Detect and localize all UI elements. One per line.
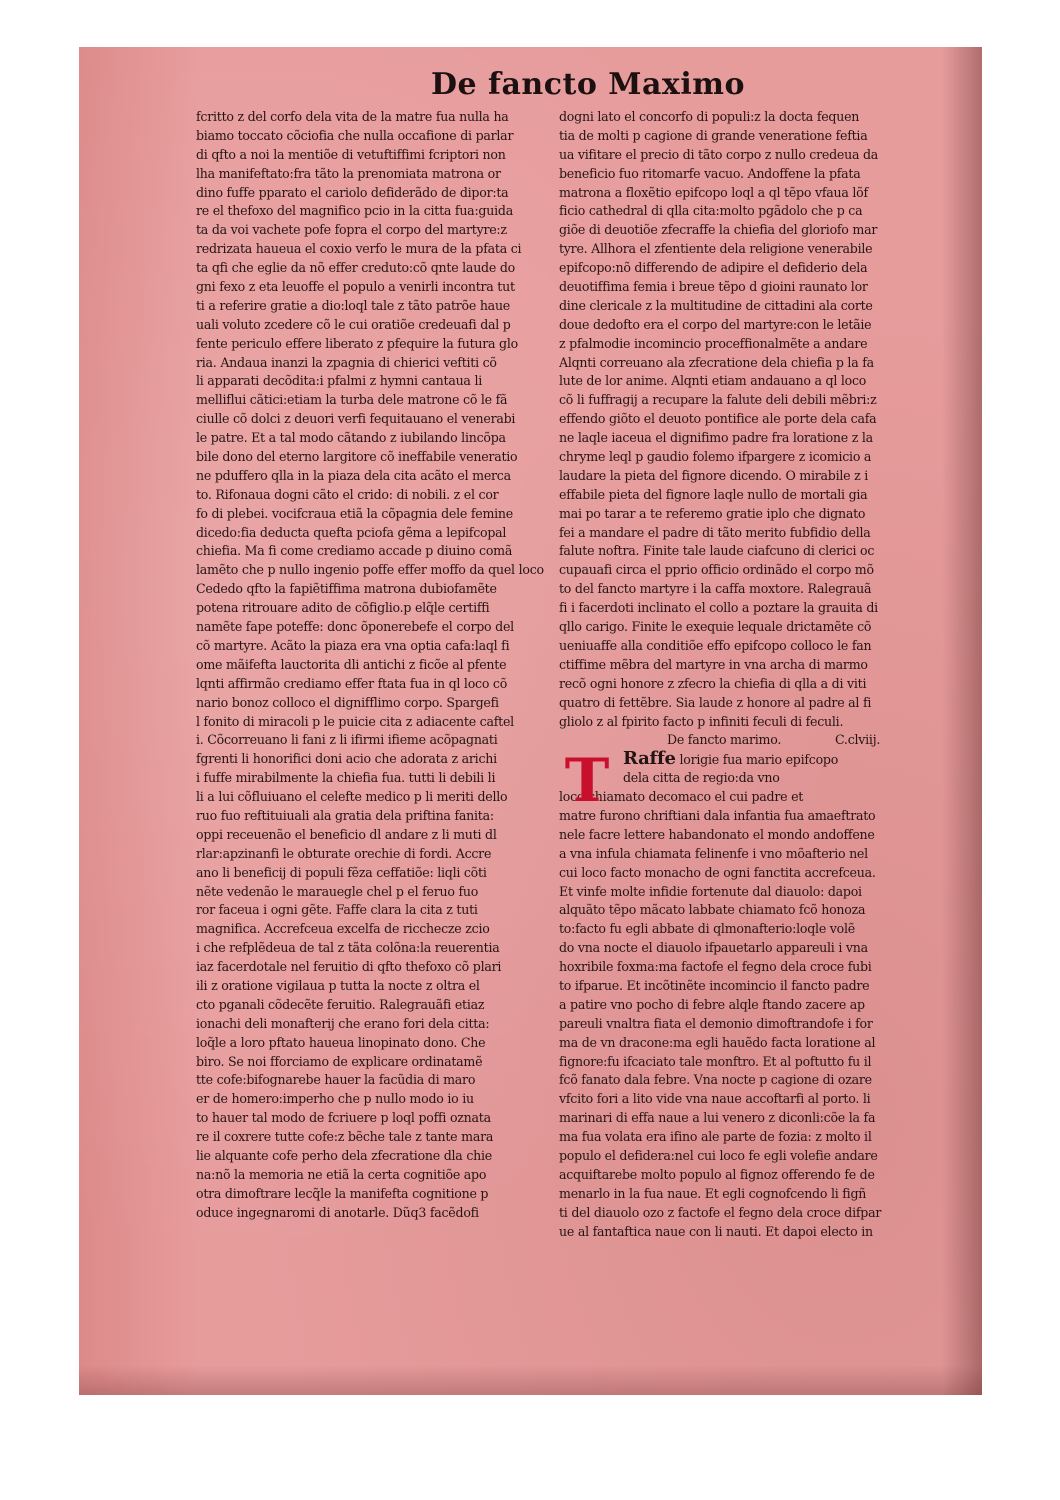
- text-line: acquiftarebe molto populo al fignoz offerendo fe de: [559, 1166, 875, 1182]
- drop-initial: T: [564, 746, 610, 817]
- text-line: loco chiamato decomaco el cui padre et: [559, 789, 804, 805]
- text-line: ome mãifefta lauctorita dli antichi z ficõe al pfente: [196, 656, 507, 672]
- text-line: ruo fuo reftituiuali ala gratia dela priftina fanita:: [196, 807, 494, 823]
- text-line: matre furono chriftiani dala infantia fua amaeftrato: [559, 807, 876, 823]
- text-line: fi i facerdoti inclinato el collo a poztare la grauita di: [559, 600, 878, 616]
- text-line: dela citta de regio:da vno: [623, 770, 780, 786]
- text-line: hoxribile foxma:ma factofe el fegno dela croce fubi: [559, 959, 872, 975]
- text-line: lqnti affirmão crediamo effer ftata fua in ql loco cõ: [196, 675, 508, 691]
- text-line: ne laqle iaceua el dignifimo padre fra loratione z la: [559, 430, 873, 446]
- text-line: ionachi deli monafterij che erano fori dela citta:: [196, 1015, 490, 1031]
- text-line: ueniuaffe alla conditiõe effo epifcopo colloco le fan: [559, 637, 872, 653]
- book-page: [79, 47, 982, 1395]
- text-line: to. Rifonaua dogni cãto el crido: di nobili. z el cor: [196, 486, 499, 502]
- text-line: namẽte fape poteffe: donc õponerebefe el corpo del: [196, 619, 514, 635]
- text-line: li apparati decõdita:i pfalmi z hymni cantaua li: [196, 373, 483, 389]
- text-line: deuotiffima femia i breue tẽpo d gioini raunato lor: [559, 279, 868, 295]
- text-line: cõ martyre. Acãto la piaza era vna optia cafa:laql fi: [196, 637, 510, 653]
- text-line: chiefia. Ma fi come crediamo accade p diuino comã: [196, 543, 513, 559]
- text-line: alquãto tẽpo mãcato labbate chiamato fcõ honoza: [559, 902, 866, 918]
- text-line: ili z oratione vigilaua p tutta la nocte z oltra el: [196, 977, 480, 993]
- text-line: ti del diauolo ozo z factofe el fegno dela croce difpar: [559, 1204, 882, 1220]
- text-line: do vna nocte el diauolo ifpauetarlo appareuli i vna: [559, 940, 868, 956]
- right-column-upper-text: [559, 108, 919, 731]
- text-line: rlar:apzinanfi le obturate orechie di fordi. Accre: [196, 845, 492, 861]
- left-text-column: [196, 108, 548, 1223]
- text-line: effendo giõto el deuoto pontifice ale porte dela cafa: [559, 411, 877, 427]
- text-line: lamẽto che p nullo ingenio poffe effer moffo da quel loco: [196, 562, 544, 578]
- text-line: laudare la pieta del fignore dicendo. O mirabile z i: [559, 467, 869, 483]
- text-line: l fonito di miracoli p le puicie cita z adiacente caftel: [196, 713, 514, 729]
- text-line: recõ ogni honore z zfecro la chiefia di qlla a di viti: [559, 675, 867, 691]
- text-line: potena ritrouare adito de cõfiglio.p elq̃le certiffi: [196, 600, 490, 616]
- text-line: doue dedofto era el corpo del martyre:con le letãie: [559, 316, 872, 332]
- text-line: cõ li fuffragij a recupare la falute deli debili mẽbri:z: [559, 392, 877, 408]
- text-line: fcritto z del corfo dela vita de la matre fua nulla ha: [196, 109, 509, 124]
- text-line: i. Cõcorreuano li fani z li ifirmi ifieme acõpagnati: [196, 732, 498, 748]
- text-line: magnifica. Accrefceua excelfa de ricchecze zcio: [196, 921, 490, 937]
- text-line: melliflui cãtici:etiam la turba dele matrone cõ le fã: [196, 392, 508, 408]
- text-line: to ifparue. Et incõtinẽte incomincio il fancto padre: [559, 977, 870, 993]
- opening-word: Raffe: [623, 750, 676, 770]
- text-line: re el thefoxo del magnifico pcio in la citta fua:guida: [196, 203, 513, 219]
- text-line: ficio cathedral di qlla cita:molto pgãdolo che p ca: [559, 203, 863, 219]
- text-line: dine clericale z la multitudine de cittadini ala corte: [559, 297, 873, 313]
- text-line: a patire vno pocho di febre alqle ftando zacere ap: [559, 996, 865, 1012]
- text-line: le patre. Et a tal modo cãtando z iubilando lincõpa: [196, 430, 506, 446]
- text-line: dicedo:fia deducta quefta pciofa gẽma a lepifcopal: [196, 524, 507, 540]
- text-line: populo el defidera:nel cui loco fe egli volefie andare: [559, 1147, 878, 1163]
- text-line: li a lui cõfluiuano el celefte medico p li meriti dello: [196, 789, 508, 805]
- text-line: uali voluto zcedere cõ le cui oratiõe credeuafi dal p: [196, 316, 511, 332]
- text-line: z pfalmodie incomincio proceffionalmẽte a andare: [559, 335, 868, 351]
- text-line: nele facre lettere habandonato el mondo andoffene: [559, 826, 875, 842]
- page-edge-shadow: [942, 47, 982, 1395]
- chapter-heading: [559, 731, 919, 750]
- text-line: i fuffe mirabilmente la chiefia fua. tutti li debili li: [196, 770, 496, 786]
- text-line: lute de lor anime. Alqnti etiam andauano a ql loco: [559, 373, 867, 389]
- text-line: quatro di fettẽbre. Sia laude z honore al padre al fi: [559, 694, 872, 710]
- text-line: fgrenti li honorifici doni acio che adorata z arichi: [196, 751, 497, 767]
- right-column-lower-text: [559, 788, 919, 1241]
- text-line: ua vifitare el precio di tãto corpo z nullo credeua da: [559, 146, 879, 162]
- text-line: qllo carigo. Finite le exequie lequale drictamẽte cõ: [559, 619, 872, 635]
- text-line: ma de vn dracone:ma egli hauẽdo facta loratione al: [559, 1034, 876, 1050]
- text-line: ti a referire gratie a dio:loql tale z tãto patrõe haue: [196, 297, 511, 313]
- text-line: fente periculo effere liberato z pfequire la futura glo: [196, 335, 518, 351]
- text-line: gliolo z al fpirito facto p infiniti feculi di feculi.: [559, 713, 844, 729]
- text-line: ciulle cõ dolci z deuori verfi fequitauano el venerabi: [196, 411, 516, 427]
- text-line: lie alquante cofe perho dela zfecratione dla chie: [196, 1147, 492, 1163]
- text-line: to hauer tal modo de fcriuere p loql poffi oznata: [196, 1110, 491, 1126]
- text-line: na:nõ la memoria ne etiã la certa cognitiõe apo: [196, 1166, 487, 1182]
- text-line: giõe di deuotiõe zfecraffe la chiefia del gloriofo mar: [559, 222, 878, 238]
- text-line: effabile pieta del fignore laqle nullo de mortali gia: [559, 486, 868, 502]
- text-line: fignore:fu ifcaciato tale monftro. Et al poftutto fu il: [559, 1053, 872, 1069]
- text-line: beneficio fuo ritomarfe vacuo. Andoffene la pfata: [559, 165, 861, 181]
- text-line: redrizata haueua el coxio verfo le mura de la pfata ci: [196, 241, 522, 257]
- text-line: er de homero:imperho che p nullo modo io iu: [196, 1091, 474, 1107]
- text-line: cupauafi circa el pprio officio ordinãdo el corpo mõ: [559, 562, 874, 578]
- text-line: dogni lato el concorfo di populi:z la docta fequen: [559, 109, 860, 124]
- text-line: marinari di effa naue a lui venero z diconli:cõe la fa: [559, 1110, 876, 1126]
- text-line: to del fancto martyre i la caffa moxtore. Ralegrauã: [559, 581, 872, 597]
- text-line: Cededo qfto la fapiẽtiffima matrona dubiofamẽte: [196, 581, 497, 597]
- text-line: bile dono del eterno largitore cõ ineffabile veneratio: [196, 449, 518, 465]
- right-text-column: [559, 108, 919, 1241]
- text-line: Et vinfe molte infidie fortenute dal diauolo: dapoi: [559, 883, 862, 899]
- text-line: ano li beneficij di populi fẽza ceffatiõe: liqli cõti: [196, 864, 487, 880]
- text-line: ta qfi che eglie da nõ effer creduto:cõ qnte laude do: [196, 260, 515, 276]
- text-line: ta da voi vachete pofe fopra el corpo del martyre:z: [196, 222, 507, 238]
- text-line: ror faceua i ogni gẽte. Faffe clara la cita z tuti: [196, 902, 478, 918]
- text-line: re il coxrere tutte cofe:z bẽche tale z tante mara: [196, 1129, 494, 1145]
- text-line: lha manifeftato:fra tãto la prenomiata matrona or: [196, 165, 501, 181]
- text-line: a vna infula chiamata felinenfe i vno mõafterio nel: [559, 845, 868, 861]
- text-line: fo di plebei. vocifcraua etiã la cõpagnia dele femine: [196, 505, 513, 521]
- text-line: otra dimoftrare lecq̃le la manifefta cognitione p: [196, 1185, 489, 1201]
- text-line: cto pganali cõdecẽte feruitio. Ralegrauãfi etiaz: [196, 996, 485, 1012]
- text-line: tte cofe:bifognarebe hauer la facũdia di maro: [196, 1072, 476, 1088]
- text-line: mai po tarar a te referemo gratie iplo che dignato: [559, 505, 866, 521]
- text-line: tia de molti p cagione di grande veneratione feftia: [559, 127, 868, 143]
- text-line: ria. Andaua inanzi la zpagnia di chierici veftiti cõ: [196, 354, 497, 370]
- text-line: fei a mandare el padre di tãto merito fubfidio della: [559, 524, 871, 540]
- text-line: ma fua volata era ifino ale parte de fozia: z molto il: [559, 1129, 872, 1145]
- text-line: gni fexo z eta leuoffe el populo a venirli incontra tut: [196, 279, 515, 295]
- text-line: tyre. Allhora el zfentiente dela religione venerabile: [559, 241, 873, 257]
- text-line: pareuli vnaltra fiata el demonio dimoftrandofe i for: [559, 1015, 873, 1031]
- text-line: biro. Se noi fforciamo de explicare ordinatamẽ: [196, 1053, 483, 1069]
- text-line: loq̃le a loro pftato haueua linopinato dono. Che: [196, 1034, 486, 1050]
- text-line: oduce ingegnaromi di anotarle. Dũq3 facẽdofi: [196, 1204, 479, 1220]
- text-line: ne pduffero qlla in la piaza dela cita acãto el merca: [196, 467, 511, 483]
- text-line: vfcito fori a lito vide vna naue accoftarfi al porto. li: [559, 1091, 871, 1107]
- text-line: iaz facerdotale nel feruitio di qfto thefoxo cõ plari: [196, 959, 502, 975]
- text-line: cui loco facto monacho de ogni fanctita accrefceua.: [559, 864, 876, 880]
- text-line: nẽte vedenão le marauegle chel p el feruo fuo: [196, 883, 479, 899]
- text-line: i che refplẽdeua de tal z tãta colõna:la reuerentia: [196, 940, 500, 956]
- text-line: falute noftra. Finite tale laude ciafcuno di clerici oc: [559, 543, 875, 559]
- text-line: biamo toccato cõciofia che nulla occafione di parlar: [196, 127, 514, 143]
- text-line: ctiffime mẽbra del martyre in vna archa di marmo: [559, 656, 868, 672]
- text-line: di qfto a noi la mentiõe di vetuftiffimi fcriptori non: [196, 146, 506, 162]
- opening-line-rest: lorigie fua mario epifcopo: [679, 752, 839, 768]
- text-line: matrona a floxẽtio epifcopo loql a ql tẽpo vfaua lõf: [559, 184, 868, 200]
- text-line: epifcopo:nõ differendo de adipire el defiderio dela: [559, 260, 868, 276]
- text-line: to:facto fu egli abbate di qlmonafterio:loqle volẽ: [559, 921, 855, 937]
- text-line: dino fuffe pparato el cariolo defiderãdo de dipor:ta: [196, 184, 509, 200]
- text-line: fcõ fanato dala febre. Vna nocte p cagione di ozare: [559, 1072, 872, 1088]
- text-line: chryme leql p gaudio folemo ifpargere z icomicio a: [559, 449, 872, 465]
- text-line: menarlo in la fua naue. Et egli cognofcendo li figñ: [559, 1185, 867, 1201]
- text-line: Alqnti correuano ala zfecratione dela chiefia p la fa: [559, 354, 874, 370]
- chapter-title: De fancto marimo.: [667, 732, 782, 748]
- text-line: nario bonoz colloco el dignifflimo corpo. Spargefi: [196, 694, 499, 710]
- text-line: ue al fantaftica naue con li nauti. Et dapoi electo in: [559, 1223, 873, 1239]
- chapter-number: C.clviij.: [835, 732, 881, 748]
- page-bottom-shadow: [79, 1365, 982, 1395]
- running-head: De fancto Maximo: [431, 67, 745, 102]
- text-line: oppi receuenão el beneficio dl andare z li muti dl: [196, 826, 497, 842]
